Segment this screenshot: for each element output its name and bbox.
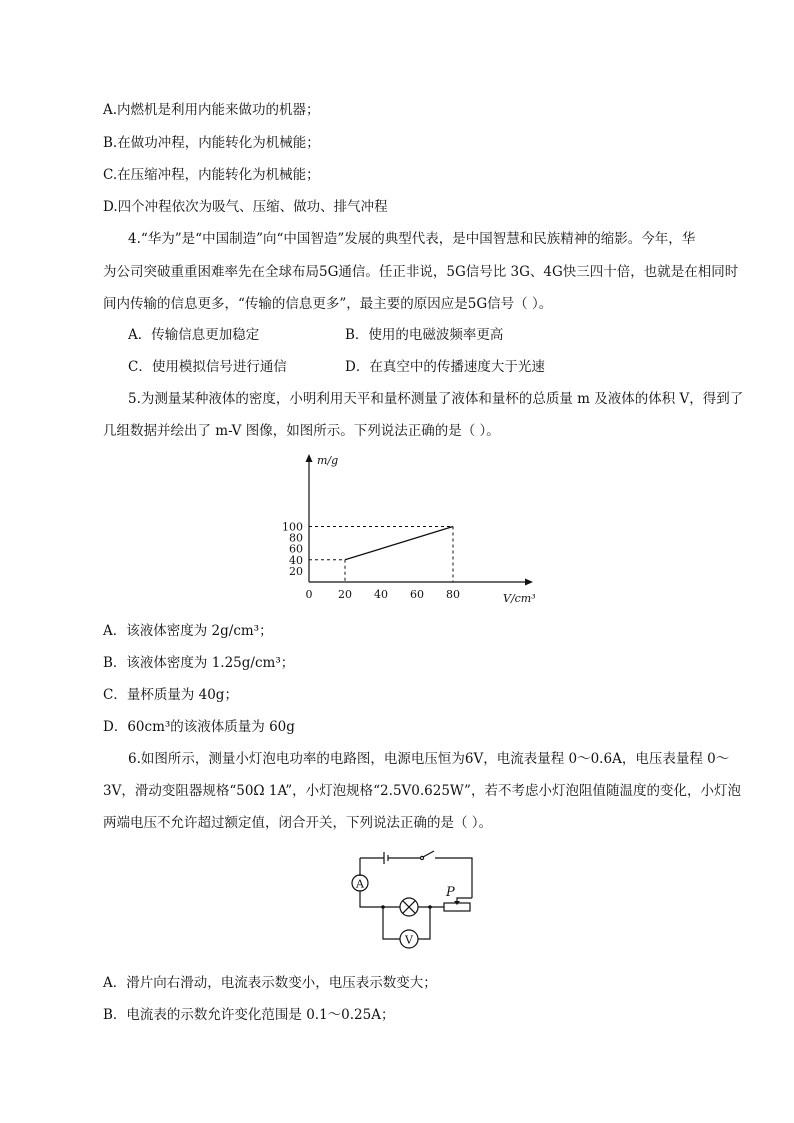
x-axis-arrow <box>525 579 533 586</box>
q4-stem-line1: 4.“华为”是“中国制造”向“中国智造”发展的典型代表，是中国智慧和民族精神的缩影。今年，华 <box>128 231 696 247</box>
ammeter-label: A <box>356 877 364 891</box>
q5-option-a: A．该液体密度为 2g/cm³； <box>103 623 273 639</box>
voltmeter-label: V <box>405 933 413 947</box>
x-tick-label: 40 <box>374 588 388 601</box>
y-tick-label: 100 <box>282 520 303 534</box>
q5-option-b: B．该液体密度为 1.25g/cm³； <box>103 655 295 671</box>
slider-label: P <box>446 885 455 900</box>
wire-voltmeter-left <box>383 907 400 939</box>
y-tick-label: 80 <box>289 531 303 545</box>
circuit-diagram <box>340 848 480 950</box>
q5-option-d: D．60cm³的该液体质量为 60g <box>103 719 295 735</box>
data-series-line <box>345 527 453 560</box>
junction-dot-left <box>381 905 385 909</box>
q3-option-c: C.在压缩冲程，内能转化为机械能； <box>103 167 320 183</box>
q6-stem-line3: 两端电压不允许超过额定值，闭合开关，下列说法正确的是（ ）。 <box>103 815 493 831</box>
wire-left-bottom <box>360 891 383 907</box>
y-tick-label: 20 <box>289 564 303 578</box>
q6-option-b: B．电流表的示数允许变化范围是 0.1～0.25A； <box>103 1007 395 1023</box>
y-tick-label: 40 <box>289 553 303 567</box>
switch-blade <box>423 851 434 857</box>
y-tick-label: 60 <box>289 542 303 556</box>
q5-stem-line1: 5.为测量某种液体的密度，小明利用天平和量杯测量了液体和量杯的总质量 m 及液体的体积 V，得到了 <box>128 391 744 407</box>
x-tick-label: 60 <box>410 588 424 601</box>
x-tick-label: 20 <box>338 588 352 601</box>
q4-stem-line3: 间内传输的信息更多，“传输的信息更多”，最主要的原因应是5G信号（ ）。 <box>103 296 553 312</box>
m-v-graph <box>280 450 540 610</box>
q5-option-c: C．量杯质量为 40g； <box>103 687 238 703</box>
q4-stem-line2: 为公司突破重重困难率先在全球布局5G通信。任正非说，5G信号比 3G、4G快三四十倍，也就是在相同时 <box>103 264 739 280</box>
q6-stem-line1: 6.如图所示，测量小灯泡电功率的电路图，电源电压恒为6V，电流表量程 0～0.6A，电压表量程 0～ <box>128 751 730 767</box>
q3-option-b: B.在做功冲程，内能转化为机械能； <box>103 135 320 151</box>
q4-option-b: B．使用的电磁波频率更高 <box>345 327 504 343</box>
q6-option-a: A．滑片向右滑动，电流表示数变小，电压表示数变大； <box>103 975 437 991</box>
y-axis-arrow <box>306 454 313 462</box>
q4-option-d: D．在真空中的传播速度大于光速 <box>345 359 545 375</box>
slider-arrow-wire <box>457 898 472 903</box>
q6-stem-line2: 3V，滑动变阻器规格“50Ω 1A”，小灯泡规格“2.5V0.625W”，若不考虑小灯泡阻值随温度的变化，小灯泡 <box>103 783 741 799</box>
q3-option-a: A.内燃机是利用内能来做功的机器； <box>103 102 320 118</box>
y-axis-label: m/g <box>317 454 339 467</box>
wire-voltmeter-right <box>418 907 430 939</box>
q4-option-c: C．使用模拟信号进行通信 <box>128 359 287 375</box>
x-axis-label: V/cm³ <box>503 592 536 605</box>
q3-option-d: D.四个冲程依次为吸气、压缩、做功、排气冲程 <box>103 199 388 215</box>
x-tick-label: 80 <box>446 588 460 601</box>
q4-option-a: A．传输信息更加稳定 <box>128 327 260 343</box>
junction-dot-right <box>428 905 432 909</box>
x-tick-label: 0 <box>305 588 313 601</box>
q5-stem-line2: 几组数据并绘出了 m-V 图像，如图所示。下列说法正确的是（ ）。 <box>103 423 500 439</box>
